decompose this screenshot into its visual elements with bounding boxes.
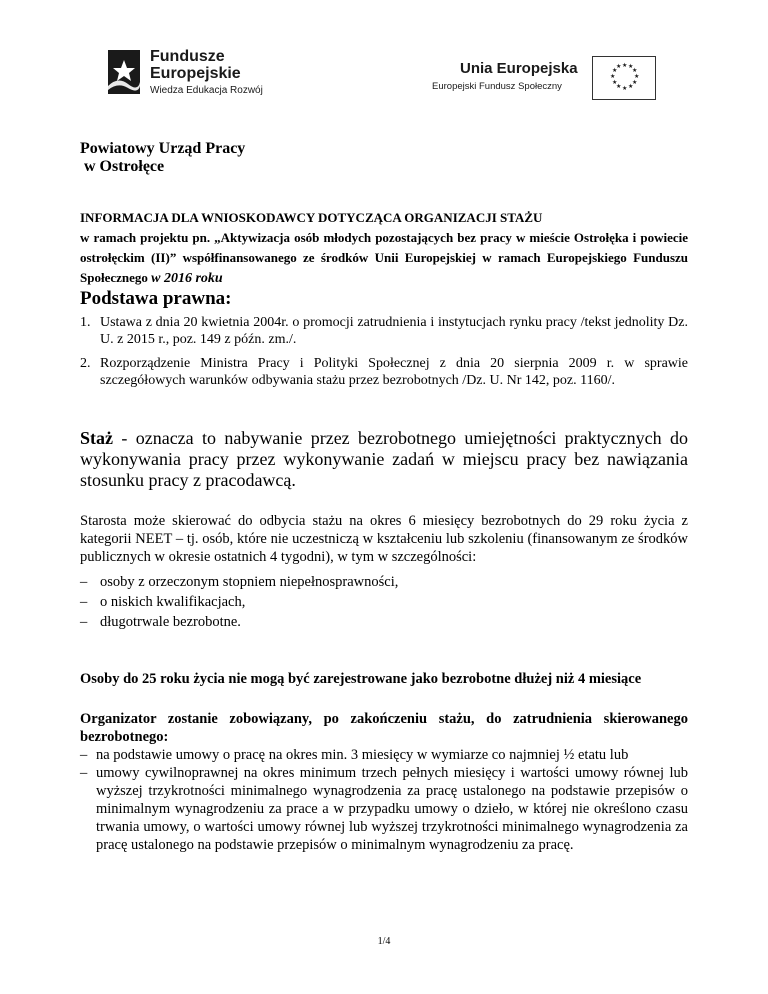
svg-text:★: ★ bbox=[628, 63, 634, 70]
svg-text:★: ★ bbox=[632, 67, 638, 74]
list-item: – osoby z orzeczonym stopniem niepełnosprawności, bbox=[80, 572, 688, 592]
list-item-number: 1. bbox=[80, 315, 91, 330]
office-city: w Ostrołęce bbox=[84, 158, 165, 175]
legal-basis-list bbox=[80, 314, 688, 396]
svg-text:★: ★ bbox=[610, 73, 616, 80]
funds-logo-line3: Wiedza Edukacja Rozwój bbox=[150, 85, 263, 96]
organizer-lead: Organizator zostanie zobowiązany, po zakończeniu stażu, do zatrudnienia skierowanego bezrobotnego: bbox=[80, 711, 688, 745]
list-item: – długotrwale bezrobotne. bbox=[80, 612, 688, 632]
page-number: 1/4 bbox=[377, 936, 391, 947]
under-25-note: Osoby do 25 roku życia nie mogą być zarejestrowane jako bezrobotne dłużej niż 4 miesiące bbox=[80, 671, 642, 687]
svg-text:★: ★ bbox=[612, 79, 618, 86]
svg-text:★: ★ bbox=[634, 73, 640, 80]
eligibility-paragraph bbox=[80, 512, 688, 632]
svg-text:★: ★ bbox=[612, 67, 618, 74]
info-body: w ramach projektu pn. „Aktywizacja osób młodych pozostających bez pracy w mieście Ostrołęka i powiecie ostrołęckim (II)” współfinansowanego ze środków Unii Europejskiej w ramach Europejskiego Funduszu Społecznego bbox=[80, 230, 688, 285]
info-year: w 2016 roku bbox=[151, 271, 223, 286]
list-item-text: Ustawa z dnia 20 kwietnia 2004r. o promocji zatrudnienia i instytucjach rynku pracy /tekst jednolity Dz. U. z 2015 r., poz. 149 z późn. zm./. bbox=[100, 315, 688, 347]
office-name: Powiatowy Urząd Pracy bbox=[80, 140, 246, 157]
list-item-number: 2. bbox=[80, 356, 91, 371]
eu-logo-subtitle: Europejski Fundusz Społeczny bbox=[432, 81, 562, 92]
svg-text:★: ★ bbox=[616, 83, 622, 90]
funds-logo-line1: Fundusze bbox=[150, 48, 225, 65]
eligibility-list bbox=[80, 572, 688, 632]
definition-term: Staż bbox=[80, 428, 113, 448]
eu-logo bbox=[432, 56, 662, 100]
organizer-list bbox=[80, 746, 688, 854]
svg-text:★: ★ bbox=[622, 85, 628, 92]
legal-basis-heading: Podstawa prawna: bbox=[80, 288, 232, 309]
definition-text: - oznacza to nabywanie przez bezrobotnego umiejętności praktycznych do wykonywania pracy przez wykonywanie zadań w miejscu pracy bez nawiązania stosunku pracy z pracodawcą. bbox=[80, 428, 688, 490]
funds-logo bbox=[104, 46, 294, 102]
list-item bbox=[80, 355, 688, 389]
eu-flag-icon bbox=[592, 56, 656, 100]
list-item: – umowy cywilnoprawnej na okres minimum trzech pełnych miesięcy i wartości umowy równej lub wyższej trzykrotności minimalnego wynagrodzenia za pracę ustalonego na podstawie przepisów o minimalnym wynagrodzeniu za prace a w przypadku umowy o dzieło, w której nie określono czasu trwania umowy, o wartości umowy równej lub wyższej trzykrotności minimalnego wynagrodzenia za pracę ustalonego na podstawie przepisów o minimalnym wynagrodzeniu za pracę. bbox=[80, 764, 688, 854]
list-item: – o niskich kwalifikacjach, bbox=[80, 592, 688, 612]
info-heading bbox=[80, 208, 688, 289]
funds-logo-line2: Europejskie bbox=[150, 65, 241, 82]
list-item bbox=[80, 314, 688, 348]
organizer-obligations bbox=[80, 710, 688, 854]
eu-logo-title: Unia Europejska bbox=[460, 60, 578, 77]
list-item-text: Rozporządzenie Ministra Pracy i Polityki Społecznej z dnia 20 sierpnia 2009 r. w sprawie szczegółowych warunków odbywania stażu przez bezrobotnych /Dz. U. Nr 142, poz. 1160/. bbox=[100, 356, 688, 388]
office-heading bbox=[80, 140, 688, 176]
svg-text:★: ★ bbox=[616, 63, 622, 70]
info-title: INFORMACJA DLA WNIOSKODAWCY DOTYCZĄCA ORGANIZACJI STAŻU bbox=[80, 210, 543, 225]
svg-text:★: ★ bbox=[622, 62, 628, 69]
svg-text:★: ★ bbox=[632, 79, 638, 86]
svg-text:★: ★ bbox=[628, 83, 634, 90]
eligibility-text: Starosta może skierować do odbycia stażu na okres 6 miesięcy bezrobotnych do 29 roku życia z kategorii NEET – tj. osób, które nie uczestniczą w kształceniu lub szkoleniu (finansowanym ze środków publicznych w okresie ostatnich 4 tygodni), w tym w szczególności: bbox=[80, 513, 688, 565]
list-item: – na podstawie umowy o pracę na okres min. 3 miesięcy w wymiarze co najmniej ½ etatu lub bbox=[80, 746, 688, 764]
funds-logo-icon bbox=[104, 46, 144, 98]
internship-definition bbox=[80, 428, 688, 491]
